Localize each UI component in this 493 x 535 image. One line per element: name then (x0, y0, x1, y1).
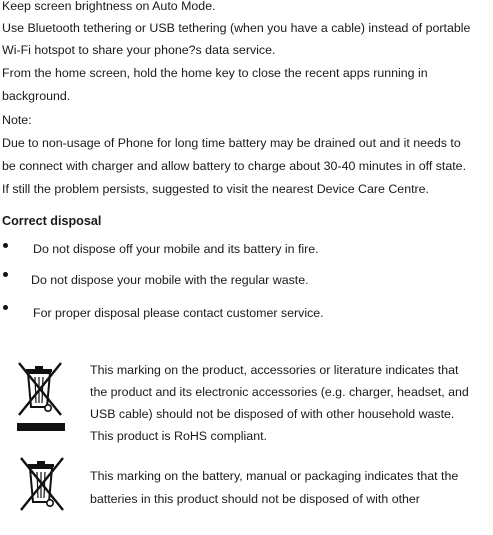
disposal-bullet-2: Do not dispose your mobile with the regular waste. (31, 273, 309, 287)
weee-bin-icon (17, 456, 67, 512)
disposal-heading: Correct disposal (2, 214, 102, 228)
note-line-3: If still the problem persists, suggested to visit the nearest Device Care Centre. (2, 182, 429, 196)
intro-line-2: Use Bluetooth tethering or USB tethering (when you have a cable) instead of portable (2, 21, 471, 35)
product-marking-line-4: This product is RoHS compliant. (90, 429, 267, 443)
battery-marking-line-1: This marking on the battery, manual or packaging indicates that the (90, 469, 459, 483)
bullet-dot-3 (3, 305, 8, 310)
bullet-dot-2 (3, 272, 8, 277)
note-label: Note: (2, 113, 32, 127)
product-marking-line-3: USB cable) should not be disposed of with other household waste. (90, 407, 455, 421)
disposal-bullet-1: Do not dispose off your mobile and its battery in fire. (33, 242, 319, 256)
intro-line-1: Keep screen brightness on Auto Mode. (2, 0, 216, 13)
intro-line-4: From the home screen, hold the home key to close the recent apps running in (2, 66, 428, 80)
product-marking-line-1: This marking on the product, accessories or literature indicates that (90, 363, 459, 377)
note-line-1: Due to non-usage of Phone for long time battery may be drained out and it needs to (2, 136, 461, 150)
product-marking-line-2: the product and its electronic accessories (e.g. charger, headset, and (90, 385, 469, 399)
weee-bin-with-bar-icon (15, 361, 67, 433)
intro-line-5: background. (2, 89, 71, 103)
battery-marking-line-2: batteries in this product should not be disposed of with other (90, 492, 420, 506)
bullet-dot-1 (3, 243, 8, 248)
intro-line-3: Wi-Fi hotspot to share your phone?s data service. (2, 43, 276, 57)
note-line-2: be connect with charger and allow battery to charge about 30-40 minutes in off state. (2, 159, 467, 173)
disposal-bullet-3: For proper disposal please contact customer service. (33, 306, 324, 320)
